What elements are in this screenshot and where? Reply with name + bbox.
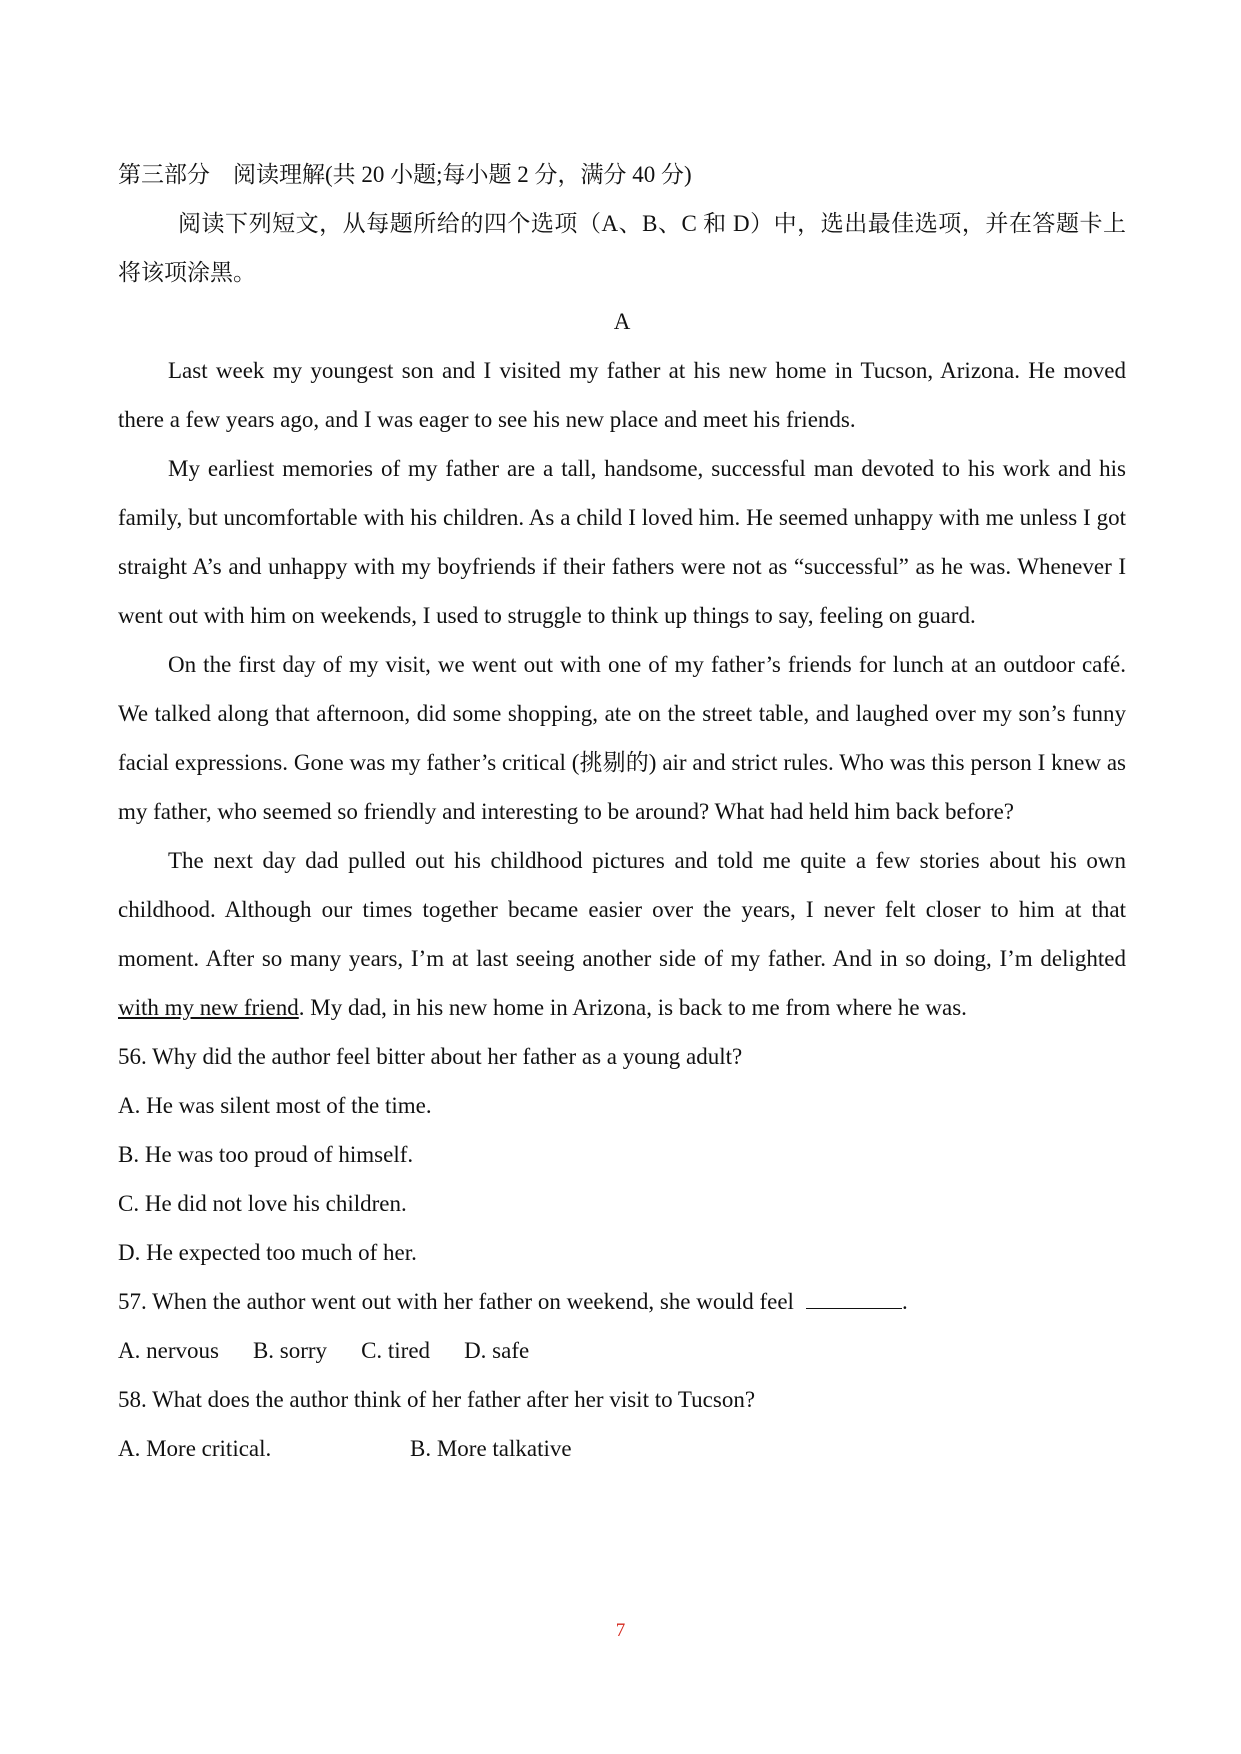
passage-label: A [613,309,631,334]
question-56 [118,1032,1126,1277]
question-57-option-a: A. nervous [118,1338,219,1363]
question-57-options [118,1326,1126,1375]
question-57-end: . [901,1289,908,1314]
question-57-option-d: D. safe [464,1338,530,1363]
question-57 [118,1277,1126,1375]
question-58-stem: 58. What does the author think of her father after her visit to Tucson? [118,1387,756,1412]
question-57-option-b: B. sorry [252,1338,328,1363]
section-title: 第三部分 阅读理解(共 20 小题;每小题 2 分，满分 40 分) [118,162,692,187]
paragraph-4-text-end: . My dad, in his new home in Arizona, is back to me from where he was. [298,995,967,1020]
question-56-option-d: D. He expected too much of her. [118,1240,417,1265]
question-58-options [118,1424,1126,1473]
question-57-stem-line [118,1277,1126,1326]
question-56-option-a: A. He was silent most of the time. [118,1093,432,1118]
question-58-option-a: A. More critical. [118,1436,272,1461]
exam-page [118,150,1126,1473]
passage-paragraph-4 [118,836,1126,1032]
question-58 [118,1375,1126,1473]
instructions: 阅读下列短文，从每题所给的四个选项（A、B、C 和 D）中，选出最佳选项，并在答题卡上将该项涂黑。 [118,211,1126,285]
passage-paragraph-2: My earliest memories of my father are a tall, handsome, successful man devoted to his work and his family, but uncomfortable with his children. As a child I loved him. He seemed unhappy with me unless I got straight A’s and unhappy with my boyfriends if their fathers were not as “successful” as he was. Whenever I went out with him on weekends, I used to struggle to think up things to say, feeling on guard. [118,456,1126,628]
question-57-stem: 57. When the author went out with her father on weekend, she would feel [118,1289,794,1314]
question-56-option-c: C. He did not love his children. [118,1191,407,1216]
question-56-stem: 56. Why did the author feel bitter about her father as a young adult? [118,1044,743,1069]
question-56-option-b: B. He was too proud of himself. [118,1142,414,1167]
passage-paragraph-1: Last week my youngest son and I visited my father at his new home in Tucson, Arizona. He moved there a few years ago, and I was eager to see his new place and meet his friends. [118,358,1126,432]
answer-blank [806,1290,902,1309]
paragraph-4-text-start: The next day dad pulled out his childhood pictures and told me quite a few stories about his own childhood. Although our times together became easier over the years, I never felt closer to him at that moment. After so many years, I’m at last seeing another side of my father. And in so doing, I’m delighted [118,848,1126,971]
underlined-phrase: with my new friend [118,995,299,1020]
passage-paragraph-3: On the first day of my visit, we went out with one of my father’s friends for lunch at an outdoor café. We talked along that afternoon, did some shopping, ate on the street table, and laughed over my son’s funny facial expressions. Gone was my father’s critical (挑剔的) air and strict rules. Who was this person I knew as my father, who seemed so friendly and interesting to be around? What had held him back before? [118,652,1126,824]
question-58-option-b: B. More talkative [410,1436,572,1461]
page-number: 7 [615,1620,626,1641]
question-57-option-c: C. tired [361,1338,431,1363]
